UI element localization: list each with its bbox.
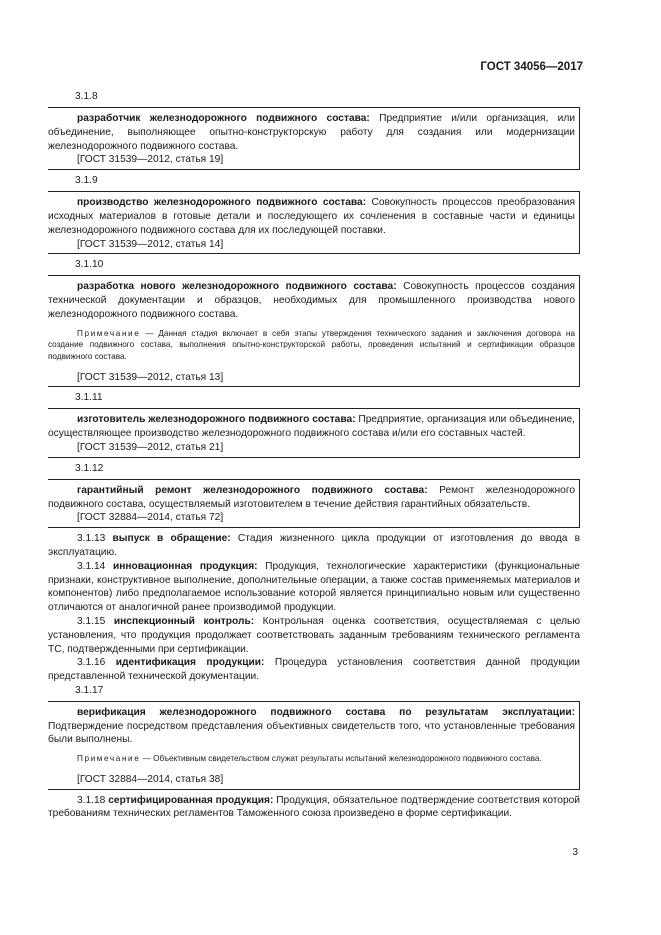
- section-number: 3.1.16: [77, 657, 106, 669]
- definition: Совокупность процессов преобразования исходных материалов в готовые детали и последующего их сочленения в составные части и единицы железнодорожного подвижного состава для их последующей поставки.: [48, 197, 575, 236]
- source-reference: [ГОСТ 31539—2012, статья 19]: [77, 154, 224, 166]
- definition: Ремонт железнодорожного подвижного состава, осуществляемый изготовителем в течение действия гарантийных обязательств.: [48, 484, 575, 510]
- source-reference: [ГОСТ 31539—2012, статья 14]: [77, 238, 224, 250]
- section-number: 3.1.9: [75, 175, 98, 187]
- definition: Продукция, обязательное подтверждение соответствия которой требованиям технических регламентов Таможенного союза произведено в форме сертификации.: [48, 794, 580, 820]
- definition: Предприятие, организация или объединение, осуществляющее производство железнодорожного подвижного состава и/или его составных частей.: [48, 414, 575, 440]
- definition: Подтверждение посредством представления объективных свидетельств того, что установленные требования были выполнены.: [48, 720, 575, 746]
- section-3-1-12: [48, 462, 580, 528]
- section-number: 3.1.17: [75, 684, 104, 696]
- section-number: 3.1.18: [77, 794, 106, 806]
- term: выпуск в обращение:: [112, 533, 231, 545]
- paragraph-3-1-16: [48, 656, 580, 684]
- source-reference: [ГОСТ 32884—2014, статья 72]: [77, 512, 224, 524]
- section-number: 3.1.12: [75, 462, 104, 474]
- definition-text: [48, 413, 575, 441]
- definition-text: [48, 484, 575, 512]
- paragraph-3-1-15: [48, 615, 580, 656]
- term: разработка нового железнодорожного подвижного состава:: [77, 281, 397, 293]
- note-label: Примечание: [77, 328, 141, 338]
- document-header: ГОСТ 34056—2017: [480, 61, 583, 73]
- source-reference: [ГОСТ 31539—2012, статья 13]: [77, 371, 224, 383]
- term: производство железнодорожного подвижного состава:: [77, 197, 367, 209]
- definition-box: [48, 107, 580, 170]
- definition-text: [48, 112, 575, 153]
- term: сертифицированная продукция:: [108, 794, 274, 806]
- definition: Предприятие и/или организация, или объединение, выполняющее опытно-конструкторскую работу для создания или модернизации железнодорожного подвижного состава.: [48, 113, 576, 152]
- section-number: 3.1.10: [75, 259, 104, 271]
- source-reference: [ГОСТ 32884—2014, статья 38]: [77, 773, 224, 785]
- section-number: 3.1.15: [77, 615, 106, 627]
- section-3-1-11: [48, 391, 580, 457]
- source-reference: [ГОСТ 31539—2012, статья 21]: [77, 441, 224, 453]
- section-3-1-10: [48, 258, 580, 387]
- note-label: Примечание: [77, 754, 141, 764]
- definition: Процедура установления соответствия данной продукции представленной технической документации.: [48, 657, 580, 683]
- section-number: 3.1.8: [75, 91, 98, 102]
- definition: Стадия жизненного цикла продукции от изготовления до ввода в эксплуатацию.: [48, 533, 580, 558]
- definition: Совокупность процессов создания технической документации и образцов, необходимых для промышленного производства нового железнодорожного подвижного состава.: [48, 281, 575, 320]
- note: [48, 753, 575, 765]
- term: изготовитель железнодорожного подвижного состава:: [77, 414, 356, 426]
- note-text: — Данная стадия включает в себя этапы утверждения технического задания и заключения договора на создание подвижного состава, выполнения опытно-конструкторской работы, проведения испытаний и сертификации образцов подвижного состава.: [48, 328, 575, 361]
- definition-box: [48, 408, 580, 457]
- note: [48, 328, 575, 363]
- definition-text: [48, 280, 575, 321]
- section-number: 3.1.14: [77, 560, 106, 572]
- paragraph-3-1-13: [48, 532, 580, 560]
- document-body: [48, 90, 580, 821]
- term: разработчик железнодорожного подвижного состава:: [77, 113, 370, 124]
- term: идентификация продукции:: [115, 657, 265, 669]
- definition-box: [48, 479, 580, 528]
- section-3-1-17: [48, 684, 580, 790]
- definition-box: [48, 275, 580, 387]
- definition: Контрольная оценка соответствия, осуществляемая с целью установления, что продукция продолжает соответствовать заданным требованиям технического регламента ТС, подтвержденными при сертификации.: [48, 615, 580, 655]
- term: гарантийный ремонт железнодорожного подвижного состава:: [77, 484, 428, 496]
- section-3-1-8: [48, 90, 580, 170]
- term: инспекционный контроль:: [113, 615, 255, 627]
- paragraph-3-1-18: [48, 794, 580, 822]
- term: инновационная продукция:: [112, 560, 258, 572]
- definition-box: [48, 701, 580, 790]
- page-number: 3: [572, 847, 578, 858]
- definition: Продукция, технологические характеристики (функциональные признаки, конструктивное выполнение, дополнительные операции, а также состав применяемых материалов и компонентов) либо предполагаемое использование которой является принципиально новым или существенно отличаются от аналогичной ранее производимой продукции.: [48, 560, 580, 614]
- term: верификация железнодорожного подвижного состава по результатам эксплуатации:: [77, 706, 575, 718]
- section-number: 3.1.13: [77, 533, 106, 545]
- definition-text: [48, 196, 575, 237]
- paragraph-3-1-14: [48, 560, 580, 615]
- section-number: 3.1.11: [75, 392, 103, 404]
- section-3-1-9: [48, 174, 580, 254]
- note-text: — Объективным свидетельством служат результаты испытаний железнодорожного подвижного состава.: [140, 754, 542, 764]
- definition-text: [48, 706, 575, 747]
- definition-box: [48, 191, 580, 254]
